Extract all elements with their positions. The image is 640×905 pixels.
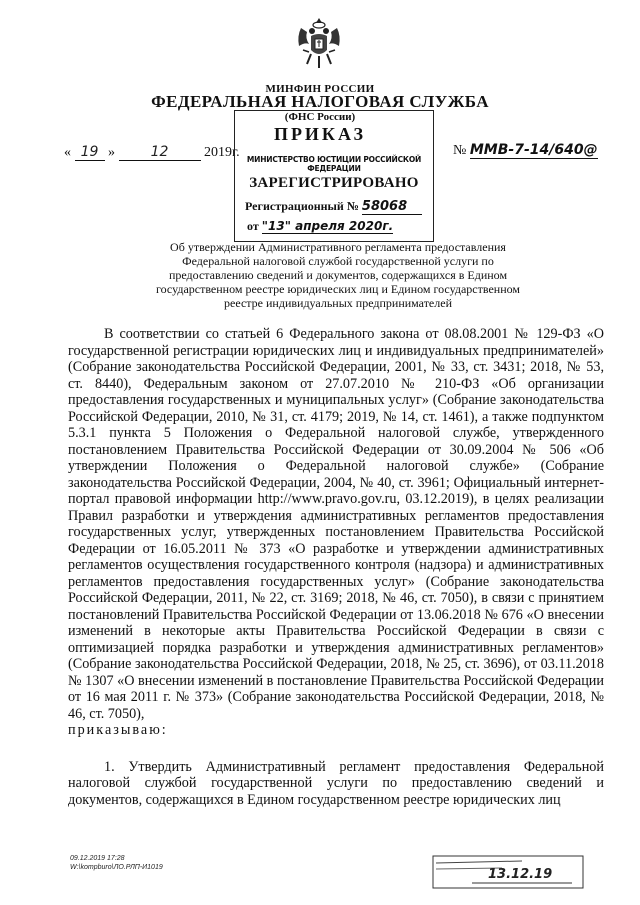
- order-number: [453, 142, 598, 159]
- order-number-value: ММВ-7-14/640@: [469, 142, 598, 158]
- order-year: 2019г.: [204, 145, 240, 160]
- order-number-label: №: [453, 143, 467, 158]
- stamp-number-label: Регистрационный №: [245, 199, 359, 213]
- stamp-date-value: "13" апреля 2020г.: [261, 219, 394, 233]
- stamp-registration-date: [247, 219, 393, 234]
- footer-timestamp: 09.12.2019 17:28: [70, 855, 125, 862]
- date-close-quote: »: [108, 145, 115, 160]
- service-abbreviation: (ФНС России): [284, 111, 356, 123]
- ministry-name: МИНФИН РОССИИ: [265, 83, 375, 95]
- corner-stamp: [432, 855, 584, 889]
- order-body: [68, 326, 604, 808]
- order-month: 12: [119, 144, 201, 161]
- registration-stamp: [234, 110, 434, 242]
- order-date: [64, 144, 240, 161]
- file-footer: [70, 854, 163, 872]
- stamp-date-label: от: [247, 219, 259, 233]
- date-open-quote: «: [64, 145, 71, 160]
- stamp-registered-title: ЗАРЕГИСТРИРОВАНО: [249, 175, 419, 191]
- footer-path: W:\kompburo\ЛО.РЛП-И1019: [70, 864, 163, 871]
- corner-stamp-date: 13.12.19: [488, 867, 553, 882]
- coat-of-arms-emblem-icon: [293, 14, 345, 72]
- clause-1-paragraph: 1. Утвердить Административный регламент предоставления Федеральной налоговой службой государственной услуги по предоставлению сведений и документов, содержащихся в Едином государственном реестре юридических лиц: [68, 758, 604, 808]
- order-day: 19: [75, 144, 105, 161]
- stamp-organization: МИНИСТЕРСТВО ЮСТИЦИИ РОССИЙСКОЙ ФЕДЕРАЦИИ: [246, 155, 422, 173]
- service-name: ФЕДЕРАЛЬНАЯ НАЛОГОВАЯ СЛУЖБА: [151, 92, 489, 111]
- document-type-title: ПРИКАЗ: [273, 124, 367, 144]
- preamble-paragraph: В соответствии со статьей 6 Федерального закона от 08.08.2001 № 129-ФЗ «О государственной регистрации юридических лиц и индивидуальных предпринимателей» (Собрание законодательства Российской Федерации, 2001, № 33, ст. 3431; 2018, № 53, ст. 8440), Федеральным законом от 27.07.2010 № 210-ФЗ «Об организации предоставления государственных и муниципальных услуг» (Собрание законодательства Российской Федерации, 2010, № 31, ст. 4179; 2019, № 14, ст. 1461), а также подпунктом 5.3.1 пункта 5 Положения о Федеральной налоговой службе, утвержденного постановлением Правительства Российской Федерации от 30.09.2004 № 506 «Об утверждении Положения о Федеральной налоговой службе» (Собрание законодательства Российской Федерации, 2004, № 40, ст. 3961; Официальный интернет-портал правовой информации http://www.pravo.gov.ru, 03.12.2019), в целях реализации Правил разработки и утверждения административных регламентов предоставления государственных услуг, утвержденных постановлением Правительства Российской Федерации от 16.05.2011 № 373 «О разработке и утверждении административных регламентов осуществления государственного контроля (надзора) и административных регламентов предоставления государственных услуг» (Собрание законодательства Российской Федерации, 2011, № 22, ст. 3169; 2018, № 46, ст. 7050), в связи с принятием постановлений Правительства Российской Федерации от 13.06.2018 № 676 «О внесении изменений в некоторые акты Правительства Российской Федерации в связи с оптимизацией порядка разработки и утверждения административных регламентов» (Собрание законодательства Российской Федерации, 2018, № 25, ст. 3696), от 03.11.2018 № 1307 «О внесении изменений в постановление Правительства Российской Федерации от 16 мая 2011 г. № 373» (Собрание законодательства Российской Федерации, 2018, № 46, ст. 7050),: [68, 326, 604, 722]
- stamp-registration-number: [245, 199, 422, 215]
- stamp-number-value: 58068: [362, 199, 422, 215]
- order-subject: Об утверждении Административного регламента предоставления Федеральной налоговой службой государственной услуги по предоставлению сведений и документов, содержащихся в Едином государственном реестре юридических лиц и Едином государственном реестре индивидуальных предпринимателей: [156, 240, 520, 310]
- order-verb: приказываю:: [68, 722, 168, 738]
